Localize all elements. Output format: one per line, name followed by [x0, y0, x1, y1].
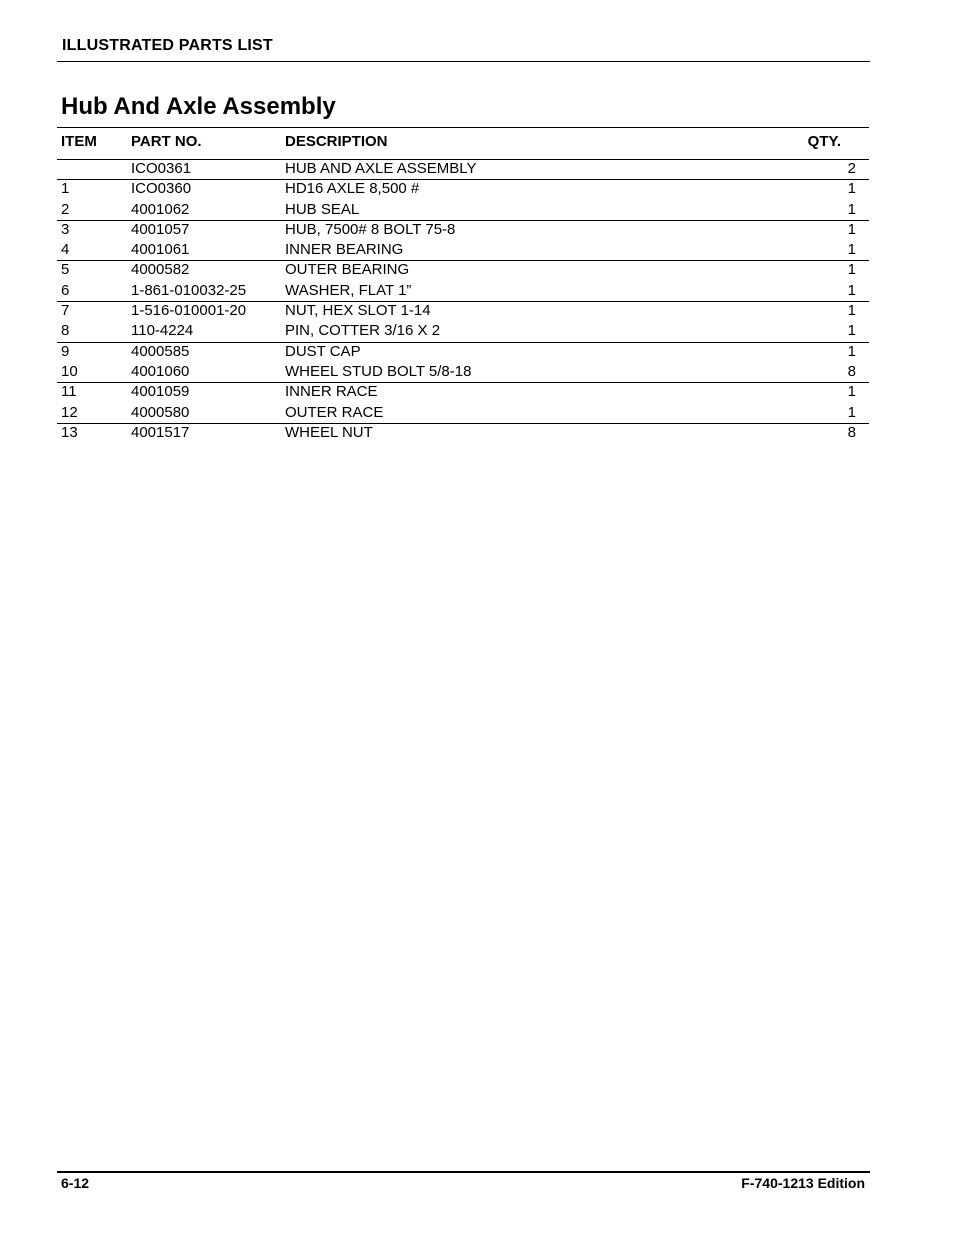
cell-part-no: 4001060 [131, 362, 190, 380]
cell-description: PIN, COTTER 3/16 X 2 [285, 322, 441, 340]
cell-item: 9 [61, 342, 70, 360]
header-title: ILLUSTRATED PARTS LIST [62, 37, 273, 54]
table-body [57, 160, 869, 444]
cell-qty: 1 [847, 383, 856, 401]
cell-part-no: 4001057 [131, 220, 190, 238]
cell-qty: 1 [847, 200, 856, 218]
edition-label: F-740-1213 Edition [741, 1175, 865, 1191]
cell-item: 1 [61, 180, 70, 198]
cell-description: OUTER RACE [285, 403, 384, 421]
table-row [57, 363, 869, 383]
cell-part-no: 4001061 [131, 241, 190, 259]
table-row [57, 302, 869, 322]
cell-item: 6 [61, 281, 70, 299]
cell-part-no: 110-4224 [131, 322, 194, 340]
cell-description: WASHER, FLAT 1” [285, 281, 412, 299]
cell-item: 8 [61, 322, 70, 340]
cell-part-no: 4000580 [131, 403, 190, 421]
column-header-item: ITEM [61, 133, 97, 150]
cell-part-no: 4000582 [131, 261, 190, 279]
page-number: 6-12 [61, 1175, 90, 1191]
cell-qty: 8 [847, 362, 856, 380]
cell-description: NUT, HEX SLOT 1-14 [285, 302, 431, 320]
cell-part-no: 4000585 [131, 342, 190, 360]
cell-description: HUB AND AXLE ASSEMBLY [285, 160, 477, 177]
table-row [57, 343, 869, 363]
cell-item: 11 [61, 383, 77, 401]
cell-qty: 2 [847, 160, 856, 177]
cell-qty: 1 [847, 281, 856, 299]
column-header-description: DESCRIPTION [285, 133, 388, 150]
cell-qty: 1 [847, 241, 856, 259]
cell-description: OUTER BEARING [285, 261, 410, 279]
cell-part-no: 4001062 [131, 200, 190, 218]
cell-item: 2 [61, 200, 70, 218]
section-title: Hub And Axle Assembly [61, 93, 336, 120]
cell-part-no: 1-516-010001-20 [131, 302, 247, 320]
table-row [57, 322, 869, 342]
table-row [57, 180, 869, 200]
cell-qty: 1 [847, 342, 856, 360]
cell-description: HUB SEAL [285, 200, 360, 218]
cell-part-no: ICO0360 [131, 180, 192, 198]
cell-qty: 1 [847, 180, 856, 198]
cell-item: 4 [61, 241, 70, 259]
cell-part-no: 4001059 [131, 383, 190, 401]
table-row [57, 261, 869, 281]
cell-item: 10 [61, 362, 78, 380]
column-header-qty: QTY. [807, 133, 841, 150]
cell-qty: 1 [847, 261, 856, 279]
table-row [57, 282, 869, 302]
cell-item: 3 [61, 220, 70, 238]
table-row [57, 201, 869, 221]
footer-divider [57, 1171, 870, 1173]
header-divider [57, 61, 870, 62]
cell-item: 12 [61, 403, 78, 421]
table-row [57, 383, 869, 403]
table-row [57, 160, 869, 180]
table-header [57, 128, 869, 160]
cell-qty: 8 [847, 423, 856, 441]
cell-qty: 1 [847, 322, 856, 340]
cell-item: 7 [61, 302, 70, 320]
table-row [57, 404, 869, 424]
cell-qty: 1 [847, 302, 856, 320]
cell-qty: 1 [847, 403, 856, 421]
cell-part-no: 1-861-010032-25 [131, 281, 247, 299]
table-row [57, 221, 869, 241]
cell-part-no: 4001517 [131, 423, 190, 441]
cell-description: HD16 AXLE 8,500 # [285, 180, 420, 198]
cell-description: INNER BEARING [285, 241, 404, 259]
cell-qty: 1 [847, 220, 856, 238]
cell-item: 13 [61, 423, 78, 441]
cell-description: HUB, 7500# 8 BOLT 75-8 [285, 220, 456, 238]
cell-description: WHEEL STUD BOLT 5/8-18 [285, 362, 472, 380]
parts-table [57, 127, 869, 444]
cell-description: WHEEL NUT [285, 423, 373, 441]
cell-item: 5 [61, 261, 70, 279]
table-row [57, 241, 869, 261]
column-header-part-no: PART NO. [131, 133, 202, 150]
cell-description: INNER RACE [285, 383, 378, 401]
cell-description: DUST CAP [285, 342, 361, 360]
cell-part-no: ICO0361 [131, 160, 192, 177]
table-row [57, 424, 869, 444]
